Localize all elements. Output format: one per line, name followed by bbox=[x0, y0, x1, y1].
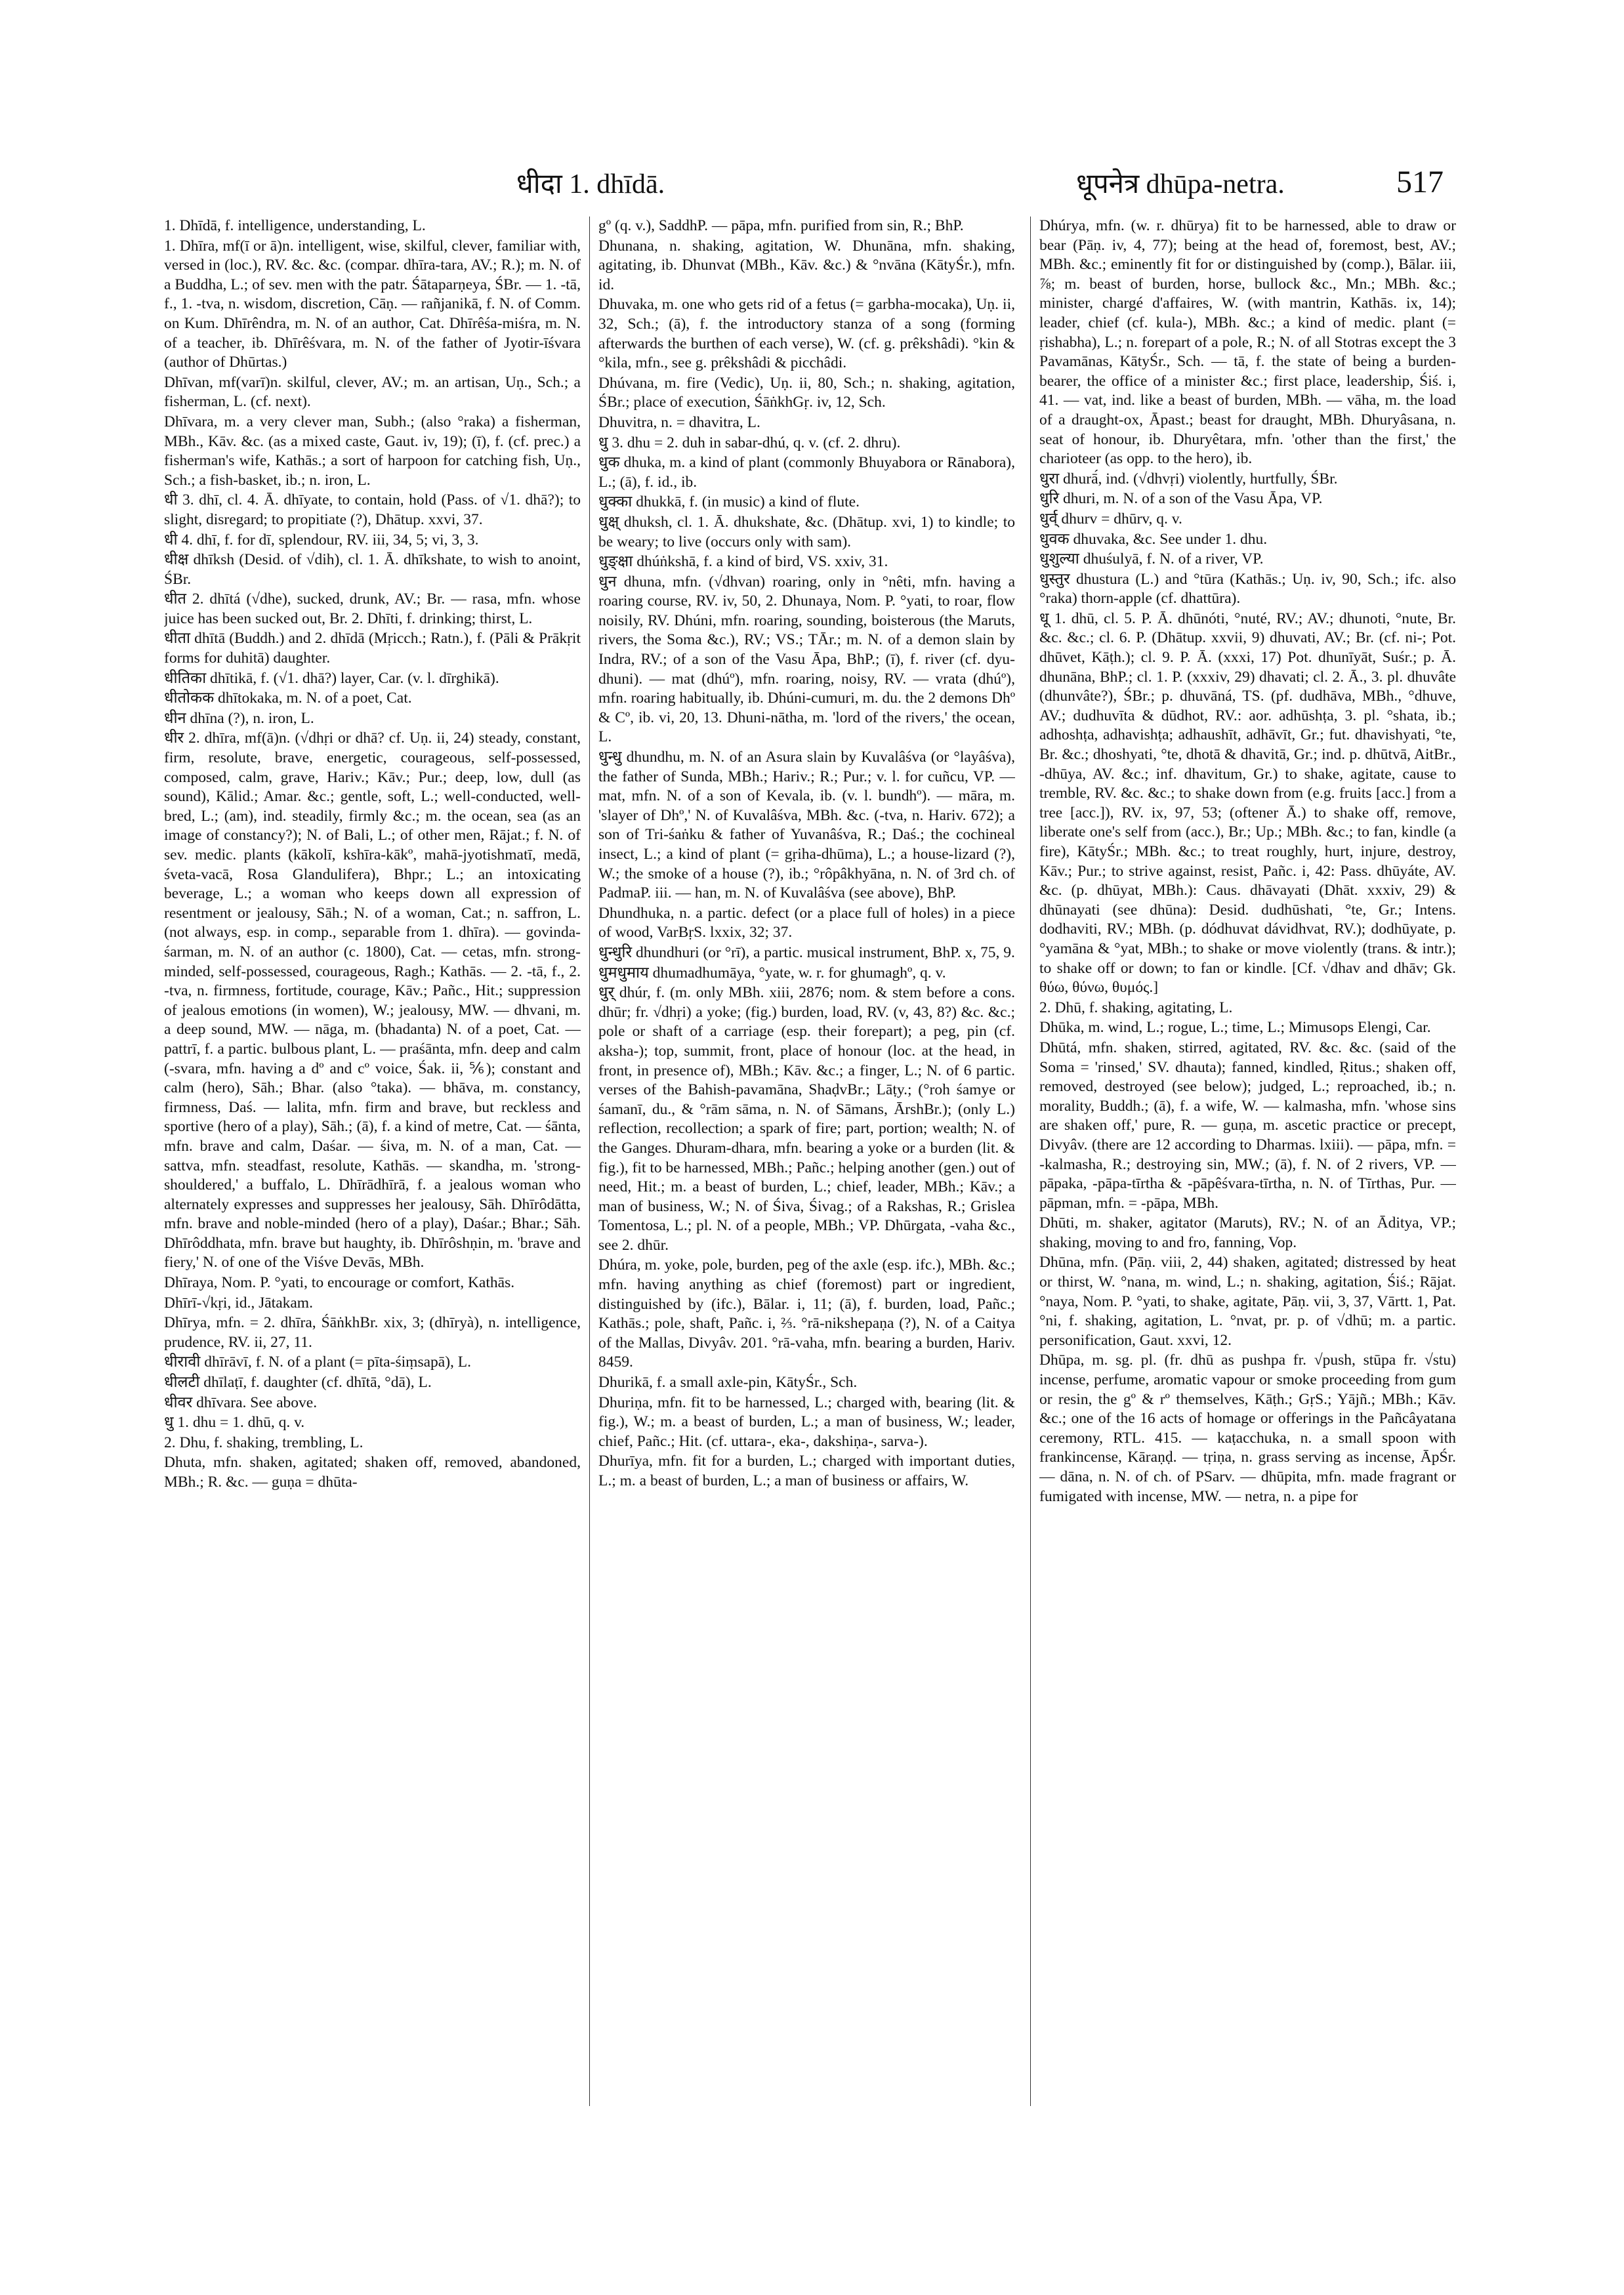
column-divider bbox=[1030, 217, 1031, 2106]
dictionary-entry: धु 1. dhu = 1. dhū, q. v. bbox=[164, 1414, 305, 1432]
dictionary-entry: धु 3. dhu = 2. duh in sabar-dhú, q. v. (cf. 2. dhru). bbox=[598, 434, 901, 451]
dictionary-entry: धीता dhītā (Buddh.) and 2. dhīdā (Mṛicch.; Ratn.), f. (Pāli & Prākṛit forms for duhitā) daughter. bbox=[164, 630, 581, 667]
dictionary-entry: धीतिका dhītikā, f. (√1. dhā?) layer, Car. (v. l. dīrghikā). bbox=[164, 669, 499, 687]
dictionary-entry: Dhuvaka, m. one who gets rid of a fetus (= garbha-mocaka), Uṇ. ii, 32, Sch.; (ā), f. the introductory stanza of a song (forming afterwards the burthen of each verse), W. (cf. g. prêkshâdi). °kin & °kila, mfn., see g. prêkshâdi & picchâdi. bbox=[598, 296, 1015, 372]
dictionary-entry: gº (q. v.), SaddhP. — pāpa, mfn. purified from sin, R.; BhP. bbox=[598, 217, 964, 234]
dictionary-entry: Dhūka, m. wind, L.; rogue, L.; time, L.; Mimusops Elengi, Car. bbox=[1039, 1019, 1431, 1037]
dictionary-entry: धीन dhīna (?), n. iron, L. bbox=[164, 709, 314, 727]
dictionary-entry: Dhūpa, m. sg. pl. (fr. dhū as pushpa fr. √push, stūpa fr. √stu) incense, perfume, aromatic vapour or smoke proceeding from gum or resin, the gº & rº themselves, Kāṭh.; GṛS.; Yājñ.; MBh.; Kāv. &c.; one of the 16 acts of homage or offerings in the Pañcâyatana ceremony, RTL. 415. — kaṭacchuka, n. a small spoon with frankincense, Kāraṇḍ. — tṛiṇa, n. grass serving as incense, ĀpŚr. — dāna, n. N. of ch. of PSarv. — dhūpita, mfn. made fragrant or fumigated with incense, MW. — netra, n. a pipe for bbox=[1039, 1352, 1456, 1505]
dictionary-entry: धुन्धुरि dhundhuri (or °rī), a partic. musical instrument, BhP. x, 75, 9. bbox=[598, 943, 1015, 961]
dictionary-entry: धुमधुमाय dhumadhumāya, °yate, w. r. for ghumaghº, q. v. bbox=[598, 964, 946, 982]
dictionary-entry: धुन्धु dhundhu, m. N. of an Asura slain by Kuvalâśva (or °layâśva), the father of Sunda, MBh.; Hariv.; R.; Pur.; v. l. for cuñcu, VP. — mat, mfn. N. of a son of Kevala, ib. (v. l. bundhº). — māra, m. 'slayer of Dhº,' N. of Kuvalâśva, MBh. &c. (-tva, n. Hariv. 672); a son of Tri-śaṅku & father of Yuvanâśva, R.; Daś.; the cochineal insect, L.; a kind of plant (= gṛiha-dhūma), L.; a house-lizard (?), W.; the smoke of a house (?), ib.; °rôpâkhyāna, n. N. of 3rd ch. of PadmaP. iii. — han, m. N. of Kuvalâśva (see above), BhP. bbox=[598, 749, 1015, 902]
dictionary-entry: Dhūtá, mfn. shaken, stirred, agitated, RV. &c. &c. (said of the Soma = 'rinsed,' SV. dhauta); fanned, kindled, Ṛitus.; shaken off, removed, destroyed (see below); judged, L.; reproached, ib.; n. morality, Buddh.; (ā), f. a wife, W. — kalmasha, mfn. 'whose sins are shaken off,' pure, R. — guṇa, m. ascetic practice or precept, Divyâv. (there are 12 according to Dharmas. lxiii). — pāpa, mfn. = -kalmasha, R.; destroying sin, MW.; (ā), f. N. of 2 rivers, VP. — pāpaka, -pāpa-tīrtha & -pāpêśvara-tīrtha, n. N. of Tīrthas, Pur. — pāpman, mfn. = -pāpa, MBh. bbox=[1039, 1039, 1456, 1212]
dictionary-entry: Dhurīya, mfn. fit for a burden, L.; charged with important duties, L.; m. a beast of burden, L.; a man of business or affairs, W. bbox=[598, 1453, 1015, 1489]
dictionary-entry: Dhīvara, m. a very clever man, Subh.; (also °raka) a fisherman, MBh., Kāv. &c. (as a mixed caste, Gaut. iv, 19); (ī), f. (cf. prec.) a fisherman's wife, Kathās.; a sort of harpoon for catching fish, Uṇ., Sch.; a fish-basket, ib.; n. iron, L. bbox=[164, 413, 581, 489]
dictionary-entry: धीत 2. dhītá (√dhe), sucked, drunk, AV.; Br. — rasa, mfn. whose juice has been sucked out, Br. 2. Dhīti, f. drinking; thirst, L. bbox=[164, 590, 581, 627]
dictionary-entry: Dhuta, mfn. shaken, agitated; shaken off, removed, abandoned, MBh.; R. &c. — guṇa = dhūta- bbox=[164, 1454, 581, 1491]
dictionary-entry: धुन dhuna, mfn. (√dhvan) roaring, only in °nêti, mfn. having a roaring course, RV. iv, 50, 2. Dhunaya, Nom. P. °yati, to roar, flow noisily, RV. Dhúni, mfn. roaring, sounding, boisterous (the Maruts, rivers, the Soma &c.), RV.; VS.; TĀr.; m. N. of a demon slain by Indra, RV.; of a son of the Vasu Āpa, BhP.; (ī), f. river (cf. dyu-dhuni). — mat (dhúº), mfn. roaring, noisy, RV. — vrata (dhúº), mfn. roaring habitually, ib. Dhúni-cumuri, m. du. the 2 demons Dhº & Cº, ib. vi, 20, 13. Dhuni-nātha, m. 'lord of the rivers,' the ocean, L. bbox=[598, 573, 1015, 746]
dictionary-entry: धीर 2. dhīra, mf(ā)n. (√dhṛi or dhā? cf. Uṇ. ii, 24) steady, constant, firm, resolute, brave, energetic, courageous, self-possessed, composed, calm, grave, Hariv.; Kāv.; Pur.; deep, low, dull (as sound), Kālid.; Amar. &c.; gentle, soft, L.; well-conducted, well-bred, L.; (am), ind. steadily, firmly &c.; m. the ocean, sea (as an image of constancy?); N. of Bali, L.; of other men, Rājat.; f. N. of sev. medic. plants (kākolī, kshīra-kākº, mahā-jyotishmatī, medā, śveta-vacā, Rosa Glandulifera), Bhpr.; L.; an intoxicating beverage, L.; a woman who keeps down all expression of resentment or jealousy, Sāh.; N. of a woman, Cat.; n. saffron, L. (not always, esp. in comp., separable from 1. dhīra). — govinda-śarman, m. N. of an author (c. 1800), Cat. — cetas, mfn. strong-minded, self-possessed, courageous, Ragh.; Kathās. — 2. -tā, f., 2. -tva, n. firmness, fortitude, courage, Kāv.; Pañc., Hit.; suppression of jealous emotions (in women), W.; jealousy, MW. — dhvani, m. a deep sound, MW. — nāga, m. (bhadanta) N. of a poet, Cat. — pattrī, f. a partic. bulbous plant, L. — praśānta, mfn. deep and calm (-svara, mfn. having a dº and cº voice, Śak. ii, ⅚); constant and calm (hero), Sāh.; Bhar. (also °taka). — bhāva, m. constancy, firmness, Daś. — lalita, mfn. firm and brave, but reckless and sportive (hero of a play), Sāh.; (ā), f. a kind of metre, Cat. — śānta, mfn. brave and calm, Daśar. — śiva, m. N. of a man, Cat. — sattva, mfn. steadfast, resolute, Kathās. — skandha, m. 'strong-shouldered,' a buffalo, L. Dhīrādhīrā, f. a jealous woman who alternately expresses and suppresses her jealousy, Sāh. Dhīrôdātta, mfn. brave and noble-minded (hero of a play), Daśar.; Bhar.; Sāh. Dhīrôddhata, mfn. brave but haughty, ib. Dhīrôshṇin, m. 'brave and fiery,' N. of one of the Viśve Devās, MBh. bbox=[164, 730, 581, 1272]
dictionary-entry: धू 1. dhū, cl. 5. P. Ā. dhūnóti, °nuté, RV.; AV.; dhunoti, °nute, Br. &c. &c.; cl. 6. P. (Dhātup. xxvii, 9) dhuvati, AV.; Br. (cf. ni-; Pot. dhūvet, Kāṭh.); cl. 9. P. Ā. (xxxi, 17) Pot. dhunīyāt, Suśr.; p. Ā. dhunāna, BhP.; cl. 1. P. (xxxiv, 29) dhavati; cl. 2. Ā., 3. pl. dhuvâte (dhunvâte?), ŚBr.; p. dhuvāná, TS. (pf. dudhāva, MBh., °dhuve, AV.; dudhuvīta & dūdhot, RV.: aor. adhūshṭa, 3. pl. °shata, ib.; adhoshṭa, adhavishṭa; adhaushīt, adhāvīt, Gr.; fut. dhavishyati, °te, Br. &c.; dhoshyati, °te, dhotā & dhavitā, Gr.; ind. p. dhūtvā, AitBr., -dhūya, AV. &c.; inf. dhavitum, Gr.) to shake, agitate, cause to tremble, RV. &c. &c.; to shake down from (e.g. fruits [acc.] from a tree [acc.]), RV. ix, 97, 53; (oftener Ā.) to shake off, remove, liberate one's self from (acc.), Br.; Up.; MBh. &c.; to fan, kindle (a fire), KātyŚr.; MBh. &c.; to treat roughly, hurt, injure, destroy, Kāv.; Pur.; to strive against, resist, Pañc. i, 42: Pass. dhūyáte, AV. &c. (p. dhūyat, MBh.): Caus. dhāvayati (Dhāt. xxxiv, 29) & dhūnayati (see dhūna): Desid. dudhūshati, °te, Gr.; Intens. dodhaviti, RV.; MBh. (p. dódhuvat dávidhvat, RV.); dodhūyate, p. °yamāna & °yat, MBh.; to shake or move violently (trans. & intr.); to shake off or down; to fan or kindle. [Cf. √dhav and dhāv; Gk. θύω, θύνω, θυμός.] bbox=[1039, 610, 1456, 997]
dictionary-entry: धीक्ष dhīksh (Desid. of √dih), cl. 1. Ā. dhīkshate, to wish to anoint, ŚBr. bbox=[164, 551, 581, 588]
dictionary-entry: Dhīvan, mf(varī)n. skilful, clever, AV.; m. an artisan, Uṇ., Sch.; a fisherman, L. (cf. next). bbox=[164, 373, 581, 411]
dictionary-entry: Dhūna, mfn. (Pāṇ. viii, 2, 44) shaken, agitated; distressed by heat or thirst, W. °nana, m. wind, L.; n. shaking, agitation, Śiś.; Rājat. °naya, Nom. P. °yati, to shake, agitate, Pāṇ. vii, 3, 37, Vārtt. 1, Pat. °ni, f. shaking, agitation, L. °nvat, pr. p. of √dhū; m. a partic. personification, Gaut. xxvi, 12. bbox=[1039, 1254, 1456, 1349]
dictionary-entry: Dhīrī-√kṛi, id., Jātakam. bbox=[164, 1294, 313, 1312]
dictionary-entry: Dhuriṇa, mfn. fit to be harnessed, L.; charged with, bearing (lit. & fig.), W.; m. a beast of burden, L.; a man of business, W.; leader, chief, Pañc.; Hit. (cf. uttara-, eka-, dakshiṇa-, sarva-). bbox=[598, 1394, 1015, 1450]
dictionary-entry: धीरावी dhīrāvī, f. N. of a plant (= pīta-śiṃsapā), L. bbox=[164, 1354, 472, 1371]
text-column-1 bbox=[164, 217, 581, 2218]
text-column-3 bbox=[1039, 217, 1456, 2218]
dictionary-entry: Dhúvana, m. fire (Vedic), Uṇ. ii, 80, Sch.; n. shaking, agitation, ŚBr.; place of execution, ŚāṅkhGṛ. iv, 12, Sch. bbox=[598, 374, 1015, 411]
dictionary-entry: धुङ्क्षा dhúṅkshā, f. a kind of bird, VS. xxiv, 31. bbox=[598, 553, 888, 571]
dictionary-entry: धुक्का dhukkā, f. (in music) a kind of flute. bbox=[598, 493, 860, 511]
dictionary-entry: धुर्व् dhurv = dhūrv, q. v. bbox=[1039, 510, 1182, 527]
dictionary-entry: धुर् dhúr, f. (m. only MBh. xiii, 2876; nom. & stem before a cons. dhūr; fr. √dhṛi) a yoke; (fig.) burden, load, RV. (v, 43, 8?) &c. &c.; pole or shaft of a carriage (esp. their forepart); a peg, pin (cf. aksha-); top, summit, front, place of honour (loc. at the head, in front, in presence of), MBh.; Kāv. &c.; a finger, L.; N. of 6 partic. verses of the Bahish-pavamāna, ShaḍvBr.; Lāṭy.; (°roh śamye or śamanī, du., & °rām sāma, n. N. of Sāmans, ĀrshBr.); (only L.) reflection, recollection; a spark of fire; part, portion; wealth; N. of the Ganges. Dhuram-dhara, mfn. bearing a yoke or a burden (lit. & fig.), fit to be harnessed, MBh.; Pañc.; helping another (gen.) out of need, Hit.; m. a beast of burden, L.; chief, leader, MBh.; Kāv.; a man of business, W.; N. of Śiva, Śivag.; of a Rakshas, R.; Grislea Tomentosa, L.; pl. N. of a people, MBh.; VP. Dhūrgata, -vaha &c., see 2. dhūr. bbox=[598, 984, 1015, 1254]
column-divider bbox=[589, 217, 590, 2106]
dictionary-entry: 2. Dhū, f. shaking, agitating, L. bbox=[1039, 999, 1233, 1016]
running-header bbox=[164, 164, 1444, 203]
header-right-catchword: धूपनेत्र dhūpa-netra. bbox=[1076, 169, 1285, 199]
dictionary-entry: Dhúra, m. yoke, pole, burden, peg of the axle (esp. ifc.), MBh. &c.; mfn. having anything as chief (foremost) part or ingredient, distinguished by (ifc.), Bālar. i, 11; (ā), f. burden, load, Pañc.; Kathās.; pole, shaft, Pañc. i, ⅔. °rā-nikshepaṇa (?), N. of a Caitya of the Mallas, Divyâv. 201. °rā-vaha, mfn. bearing a burden, Hariv. 8459. bbox=[598, 1256, 1015, 1371]
dictionary-entry: Dhūti, m. shaker, agitator (Maruts), RV.; N. of an Āditya, VP.; shaking, moving to and fro, fanning, Vop. bbox=[1039, 1214, 1456, 1251]
header-left-catchword: धीदा 1. dhīdā. bbox=[516, 169, 665, 199]
dictionary-entry: धीलटी dhīlaṭī, f. daughter (cf. dhītā, °dā), L. bbox=[164, 1374, 432, 1392]
dictionary-entry: धुवक dhuvaka, &c. See under 1. dhu. bbox=[1039, 530, 1268, 548]
dictionary-entry: 1. Dhīdā, f. intelligence, understanding, L. bbox=[164, 217, 426, 234]
dictionary-entry: धुस्तुर dhustura (L.) and °tūra (Kathās.; Uṇ. iv, 90, Sch.; ifc. also °raka) thorn-apple (cf. dhattūra). bbox=[1039, 570, 1456, 608]
dictionary-entry: धी 4. dhī, f. for dī, splendour, RV. iii, 34, 5; vi, 3, 3. bbox=[164, 531, 479, 548]
dictionary-entry: 1. Dhīra, mf(ī or ā)n. intelligent, wise, skilful, clever, familiar with, versed in (loc.), RV. &c. &c. (compar. dhīra-tara, AV.; R.); m. N. of a Buddha, L.; of sev. men with the patr. Śātaparṇeya, ŚBr. — 1. -tā, f., 1. -tva, n. wisdom, discretion, Cāṇ. — rañjanikā, f. N. of Comm. on Kum. Dhīrêndra, m. N. of an author, Cat. Dhīrêśa-miśra, m. N. of a teacher, ib. Dhīrêśvara, m. N. of the father of Jyotir-īśvara (author of Dhūrtas.) bbox=[164, 237, 581, 371]
dictionary-entry: Dhīraya, Nom. P. °yati, to encourage or comfort, Kathās. bbox=[164, 1274, 515, 1292]
dictionary-entry: धुशुल्या dhuśulyā, f. N. of a river, VP. bbox=[1039, 550, 1264, 568]
dictionary-entry: धुरि dhuri, m. N. of a son of the Vasu Āpa, VP. bbox=[1039, 490, 1323, 508]
dictionary-entry: Dhunana, n. shaking, agitation, W. Dhunāna, mfn. shaking, agitating, ib. Dhunvat (MBh., Kāv. &c.) & °nvāna (KātyŚr.), mfn. id. bbox=[598, 237, 1015, 293]
dictionary-entry: धुक्ष् dhuksh, cl. 1. Ā. dhukshate, &c. (Dhātup. xvi, 1) to kindle; to be weary; to live (occurs only with sam). bbox=[598, 513, 1015, 550]
dictionary-entry: Dhuvitra, n. = dhavitra, L. bbox=[598, 413, 760, 431]
dictionary-entry: धुरा dhurā́, ind. (√dhvṛi) violently, hurtfully, ŚBr. bbox=[1039, 470, 1338, 487]
dictionary-entry: Dhundhuka, n. a partic. defect (or a place full of holes) in a piece of wood, VarBṛS. lxxix, 32; 37. bbox=[598, 904, 1015, 941]
dictionary-entry: धी 3. dhī, cl. 4. Ā. dhīyate, to contain, hold (Pass. of √1. dhā?); to slight, disregard; to propitiate (?), Dhātup. xxvi, 37. bbox=[164, 491, 581, 528]
dictionary-entry: 2. Dhu, f. shaking, trembling, L. bbox=[164, 1434, 364, 1451]
dictionary-entry: Dhúrya, mfn. (w. r. dhūrya) fit to be harnessed, able to draw or bear (Pāṇ. iv, 4, 77); being at the head of, foremost, best, AV.; MBh. &c.; eminently fit for or distinguished by (comp.), Bālar. iii, ⅞; m. beast of burden, horse, bullock &c., Mn.; MBh. &c.; minister, chargé d'affaires, W. (with mantrin, Kathās. ix, 14); leader, chief (cf. kula-), MBh. &c.; a kind of medic. plant (= ṛishabha), L.; n. forepart of a pole, R.; N. of all Stotras except the 3 Pavamānas, KātyŚr., Sch. — tā, f. the state of being a burden-bearer, the office of a minister &c.; first place, leadership, Śiś. i, 41. — vat, ind. like a beast of burden, MBh. — vāha, m. the load of a draught-ox, Āpast.; beast for draught, MBh. Dhuryâsana, n. seat of honour, ib. Dhuryêtara, mfn. 'other than the first,' the charioteer (as opp. to the hero), ib. bbox=[1039, 217, 1456, 468]
dictionary-entry: धीवर dhīvara. See above. bbox=[164, 1394, 318, 1411]
text-column-2 bbox=[598, 217, 1015, 2218]
dictionary-entry: Dhurikā, f. a small axle-pin, KātyŚr., Sch. bbox=[598, 1374, 858, 1392]
page-number: 517 bbox=[1396, 165, 1444, 199]
dictionary-entry: Dhīrya, mfn. = 2. dhīra, ŚāṅkhBr. xix, 3; (dhīryà), n. intelligence, prudence, RV. ii, 27, 11. bbox=[164, 1314, 581, 1351]
dictionary-entry: धीतोकक dhītokaka, m. N. of a poet, Cat. bbox=[164, 690, 412, 707]
dictionary-entry: धुक dhuka, m. a kind of plant (commonly Bhuyabora or Rānabora), L.; (ā), f. id., ib. bbox=[598, 454, 1015, 491]
